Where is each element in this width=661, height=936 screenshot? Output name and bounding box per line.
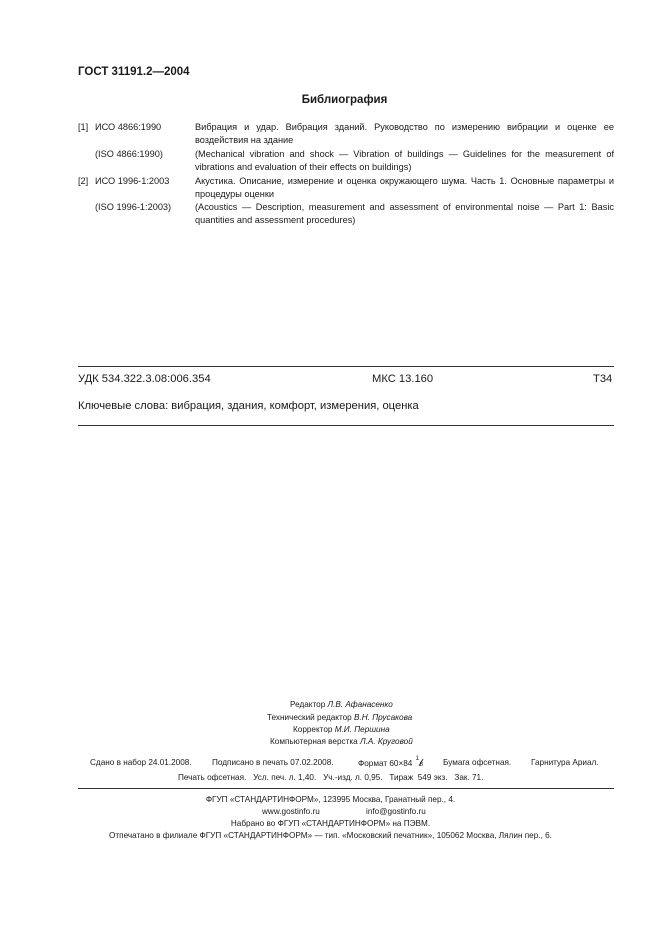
- credit-person: М.И. Першина: [334, 725, 390, 734]
- standard-number: ГОСТ 31191.2—2004: [78, 66, 190, 78]
- publisher-website[interactable]: www.gostinfo.ru: [262, 807, 320, 816]
- classification-code: Т34: [593, 373, 613, 385]
- print-submitted: Сдано в набор 24.01.2008.: [90, 758, 192, 767]
- bottom-rule: [78, 425, 614, 426]
- credit-layout: [270, 737, 413, 746]
- fraction-numerator: 1: [415, 756, 419, 762]
- ref-text-2-en: (Acoustics — Description, measurement and assessment of environmental noise — Part 1: Basic quantities and assessment procedures): [195, 202, 614, 225]
- ref-code-1-en: (ISO 4866:1990): [95, 149, 163, 159]
- ref-text-2-ru: Акустика. Описание, измерение и оценка окружающего шума. Часть 1. Основные параметры и процедуры оценки: [195, 176, 614, 199]
- credit-person: Л.В. Афанасенко: [327, 700, 393, 709]
- credit-person: В.Н. Прусакова: [354, 713, 413, 722]
- credit-proofreader: [293, 725, 390, 734]
- credit-editor: [290, 700, 393, 709]
- imprint-rule: [78, 788, 614, 789]
- credit-role: Редактор: [290, 700, 328, 709]
- ref-text-1-ru: Вибрация и удар. Вибрация зданий. Руководство по измерению вибрации и оценке ее воздействия на здание: [195, 122, 614, 145]
- ref-number-1: [1]: [78, 122, 89, 132]
- print-signed: Подписано в печать 07.02.2008.: [212, 758, 334, 767]
- bibliography-title: [0, 94, 661, 106]
- format-fraction: [415, 758, 425, 768]
- udk-code: УДК 534.322.3.08:006.354: [78, 373, 211, 385]
- credit-tech-editor: [267, 713, 412, 722]
- ref-text-1-en: (Mechanical vibration and shock — Vibration of buildings — Guidelines for the measurement of vibrations and evaluation of their effects on buildings): [195, 149, 614, 172]
- mks-code: МКС 13.160: [372, 373, 434, 385]
- printed-info: Отпечатано в филиале ФГУП «СТАНДАРТИНФОРМ» — тип. «Московский печатник», 105062 Москва, Лялин пер., 6.: [109, 831, 552, 840]
- print-stats: Печать офсетная. Усл. печ. л. 1,40. Уч.-изд. л. 0,95. Тираж 549 экз. Зак. 71.: [178, 773, 484, 782]
- top-rule: [78, 366, 614, 367]
- print-format: [358, 758, 425, 768]
- bibliography-title-text: Библиография: [301, 94, 388, 106]
- print-paper: Бумага офсетная.: [443, 758, 512, 767]
- ref-code-2-ru: ИСО 1996-1:2003: [95, 176, 170, 186]
- keywords: Ключевые слова: вибрация, здания, комфорт, измерения, оценка: [78, 400, 419, 412]
- credit-role: Технический редактор: [267, 713, 354, 722]
- credit-role: Корректор: [293, 725, 335, 734]
- ref-code-2-en: (ISO 1996-1:2003): [95, 202, 172, 212]
- ref-code-1-ru: ИСО 4866:1990: [95, 122, 162, 132]
- fraction-denominator: 8: [419, 762, 423, 768]
- ref-number-2: [2]: [78, 176, 89, 186]
- print-format-label: Формат 60×84: [358, 759, 413, 768]
- typeset-info: Набрано во ФГУП «СТАНДАРТИНФОРМ» на ПЭВМ.: [230, 819, 431, 828]
- credit-person: Л.А. Круговой: [359, 737, 413, 746]
- publisher-address: ФГУП «СТАНДАРТИНФОРМ», 123995 Москва, Гранатный пер., 4.: [205, 795, 456, 804]
- credit-role: Компьютерная верстка: [270, 737, 360, 746]
- publisher-email[interactable]: info@gostinfo.ru: [366, 807, 426, 816]
- print-font: Гарнитура Ариал.: [531, 758, 599, 767]
